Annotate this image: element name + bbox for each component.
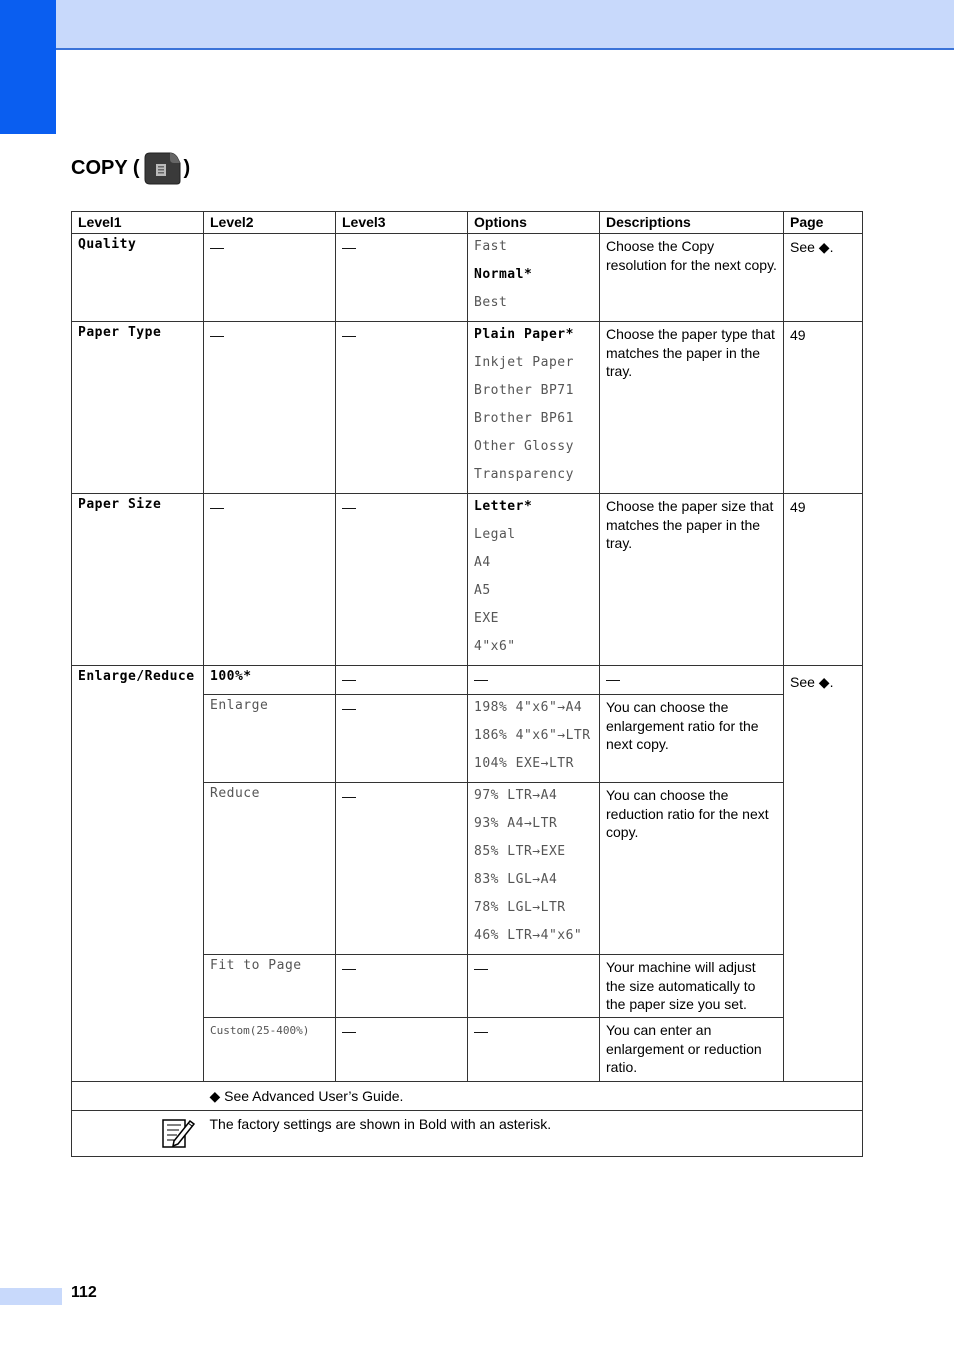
description: You can choose the reduction ratio for the next copy. bbox=[600, 783, 784, 955]
level2-cell: — bbox=[204, 322, 336, 494]
copy-settings-table bbox=[71, 211, 863, 1157]
level2-reduce: Reduce bbox=[204, 783, 336, 955]
option: 198% 4"x6"→A4 bbox=[474, 700, 583, 715]
header-level1: Level1 bbox=[72, 212, 204, 234]
section-heading bbox=[71, 148, 190, 188]
option: 85% LTR→EXE bbox=[474, 844, 566, 859]
option: Brother BP61 bbox=[474, 411, 574, 426]
options-cell bbox=[468, 234, 600, 322]
option: 83% LGL→A4 bbox=[474, 872, 558, 887]
option: 93% A4→LTR bbox=[474, 816, 558, 831]
header-band bbox=[0, 0, 954, 50]
level2-default: 100%* bbox=[204, 666, 336, 695]
footnote-text: ◆ See Advanced User’s Guide. bbox=[204, 1082, 863, 1111]
note-text: The factory settings are shown in Bold with an asterisk. bbox=[204, 1111, 863, 1157]
level2-cell: — bbox=[204, 234, 336, 322]
description: You can enter an enlargement or reduction ratio. bbox=[600, 1018, 784, 1082]
level3-cell: — bbox=[336, 695, 468, 783]
page-ref: 49 bbox=[784, 494, 863, 666]
option: 186% 4"x6"→LTR bbox=[474, 728, 591, 743]
header-level3: Level3 bbox=[336, 212, 468, 234]
description: — bbox=[600, 666, 784, 695]
options-cell bbox=[468, 494, 600, 666]
level1-enlarge-reduce: Enlarge/Reduce bbox=[72, 666, 204, 1082]
level1-paper-type: Paper Type bbox=[72, 322, 204, 494]
options-cell: — bbox=[468, 955, 600, 1018]
description: Choose the Copy resolution for the next copy. bbox=[600, 234, 784, 322]
option: Other Glossy bbox=[474, 439, 574, 454]
table-row bbox=[72, 666, 863, 695]
level2-custom: Custom(25-400%) bbox=[204, 1018, 336, 1082]
page-ref: 49 bbox=[784, 322, 863, 494]
section-title-close: ) bbox=[183, 156, 191, 179]
level2-enlarge: Enlarge bbox=[204, 695, 336, 783]
level3-cell: — bbox=[336, 494, 468, 666]
note-pencil-icon bbox=[160, 1115, 196, 1151]
options-cell bbox=[468, 322, 600, 494]
option: 78% LGL→LTR bbox=[474, 900, 566, 915]
options-cell bbox=[468, 695, 600, 783]
page-ref: See ◆. bbox=[784, 234, 863, 322]
level3-cell: — bbox=[336, 322, 468, 494]
chapter-tab bbox=[0, 0, 56, 134]
option: 46% LTR→4"x6" bbox=[474, 928, 583, 943]
option-default: Letter* bbox=[474, 499, 533, 514]
table-header-row bbox=[72, 212, 863, 234]
option: Transparency bbox=[474, 467, 574, 482]
option: Brother BP71 bbox=[474, 383, 574, 398]
option: Fast bbox=[474, 239, 508, 254]
option: A4 bbox=[474, 555, 491, 570]
options-cell: — bbox=[468, 1018, 600, 1082]
description: Your machine will adjust the size automatically to the paper size you set. bbox=[600, 955, 784, 1018]
options-cell: — bbox=[468, 666, 600, 695]
description: Choose the paper type that matches the paper in the tray. bbox=[600, 322, 784, 494]
note-row bbox=[72, 1111, 863, 1157]
level1-quality: Quality bbox=[72, 234, 204, 322]
option-default: Plain Paper* bbox=[474, 327, 574, 342]
page-number-bar bbox=[0, 1288, 62, 1305]
option: Inkjet Paper bbox=[474, 355, 574, 370]
level3-cell: — bbox=[336, 955, 468, 1018]
option: 104% EXE→LTR bbox=[474, 756, 574, 771]
option: 4"x6" bbox=[474, 639, 516, 654]
option: Legal bbox=[474, 527, 516, 542]
level1-paper-size: Paper Size bbox=[72, 494, 204, 666]
level3-cell: — bbox=[336, 783, 468, 955]
level3-cell: — bbox=[336, 1018, 468, 1082]
level3-cell: — bbox=[336, 666, 468, 695]
copy-icon bbox=[142, 151, 182, 185]
option-default: Normal* bbox=[474, 267, 533, 282]
section-title: COPY ( bbox=[71, 156, 140, 179]
description: You can choose the enlargement ratio for the next copy. bbox=[600, 695, 784, 783]
footnote-row bbox=[72, 1082, 863, 1111]
table-row bbox=[72, 234, 863, 322]
level2-cell: — bbox=[204, 494, 336, 666]
level2-fit-to-page: Fit to Page bbox=[204, 955, 336, 1018]
table-row bbox=[72, 322, 863, 494]
option: A5 bbox=[474, 583, 491, 598]
option: EXE bbox=[474, 611, 499, 626]
options-cell bbox=[468, 783, 600, 955]
note-icon-cell bbox=[72, 1111, 204, 1157]
level3-cell: — bbox=[336, 234, 468, 322]
page-number: 112 bbox=[71, 1284, 97, 1301]
description: Choose the paper size that matches the paper in the tray. bbox=[600, 494, 784, 666]
header-descriptions: Descriptions bbox=[600, 212, 784, 234]
table-row bbox=[72, 494, 863, 666]
header-page: Page bbox=[784, 212, 863, 234]
page-ref: See ◆. bbox=[784, 666, 863, 1082]
option: Best bbox=[474, 295, 508, 310]
header-level2: Level2 bbox=[204, 212, 336, 234]
header-options: Options bbox=[468, 212, 600, 234]
option: 97% LTR→A4 bbox=[474, 788, 558, 803]
